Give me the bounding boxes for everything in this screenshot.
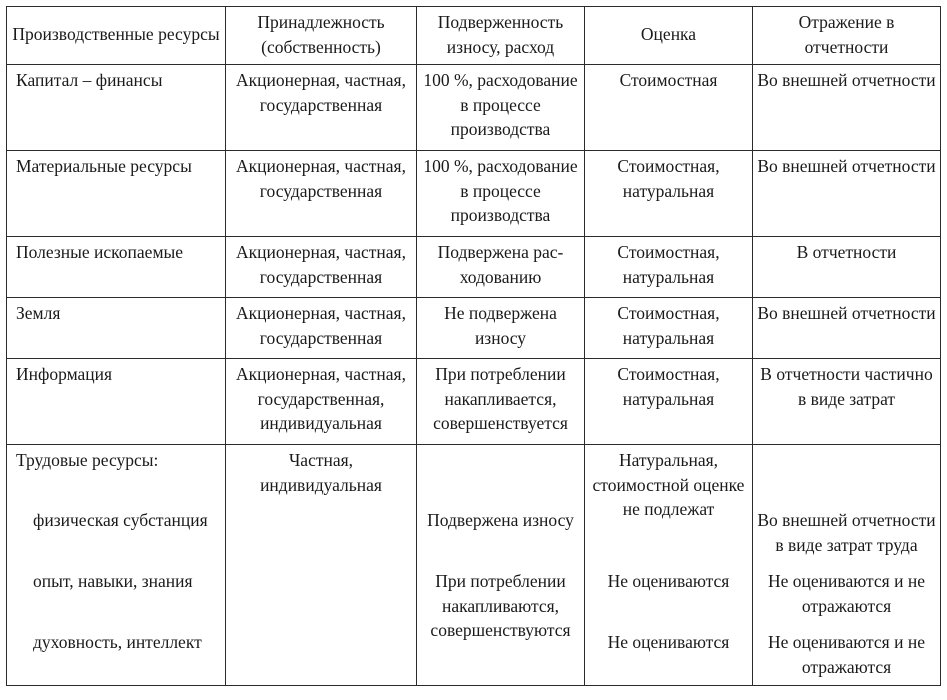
labor-assessment-intellect: Не оцениваются <box>607 632 730 652</box>
table-row <box>7 65 941 151</box>
wear-cell: Подвержена рас- ходованию <box>417 237 585 298</box>
wear-cell: 100 %, расходование в процессе производства <box>417 65 585 151</box>
labor-wear-experience: При потреблении накапливаются, совершенствуются <box>430 571 571 640</box>
labor-title: Трудовые ресурсы: <box>16 450 159 470</box>
labor-reporting-intellect: Не оцениваются и не отражаются <box>768 632 925 677</box>
table-row <box>7 298 941 359</box>
reporting-cell: Во внешней отчетности <box>753 65 941 151</box>
table-row <box>7 151 941 237</box>
header-resources: Производственные ресурсы <box>7 7 226 65</box>
labor-assessment: Натуральная, стоимостной оценке не подлежат <box>592 450 745 519</box>
reporting-cell: В отчетности частично в виде затрат <box>753 359 941 445</box>
header-reporting: Отражение в отчетности <box>753 7 941 65</box>
wear-cell-labor <box>417 445 585 686</box>
header-assessment: Оценка <box>585 7 753 65</box>
labor-sub-physical: физическая субстанция <box>33 510 208 530</box>
resource-cell-labor <box>7 445 226 686</box>
ownership-cell: Акционерная, частная, государственная, индивидуальная <box>226 359 417 445</box>
assessment-cell: Стоимостная, натуральная <box>585 151 753 237</box>
assessment-cell: Стоимостная, натуральная <box>585 359 753 445</box>
labor-wear-physical: Подвержена износу <box>427 510 574 530</box>
ownership-cell: Акционерная, частная, государственная <box>226 65 417 151</box>
assessment-cell: Стоимостная <box>585 65 753 151</box>
header-ownership: Принадлежность (собственность) <box>226 7 417 65</box>
resource-cell: Земля <box>7 298 226 359</box>
ownership-cell: Акционерная, частная, государственная <box>226 298 417 359</box>
assessment-cell: Стоимостная, натуральная <box>585 237 753 298</box>
ownership-cell-labor <box>226 445 417 686</box>
ownership-cell: Акционерная, частная, государственная <box>226 237 417 298</box>
labor-sub-intellect: духовность, интеллект <box>33 632 202 652</box>
table-row <box>7 359 941 445</box>
reporting-cell: Во внешней отчетности <box>753 298 941 359</box>
labor-reporting-experience: Не оцениваются и не отражаются <box>768 571 925 616</box>
resource-cell: Материальные ресурсы <box>7 151 226 237</box>
resource-cell: Капитал – финансы <box>7 65 226 151</box>
reporting-cell-labor <box>753 445 941 686</box>
resource-cell: Информация <box>7 359 226 445</box>
ownership-cell: Акционерная, частная, государственная <box>226 151 417 237</box>
resources-table <box>6 6 941 686</box>
reporting-cell: Во внешней отчетности <box>753 151 941 237</box>
labor-ownership: Частная, индивидуальная <box>260 450 382 495</box>
labor-assessment-experience: Не оцениваются <box>607 571 730 591</box>
assessment-cell-labor <box>585 445 753 686</box>
wear-cell: Не подвержена износу <box>417 298 585 359</box>
header-wear: Подверженность износу, расход <box>417 7 585 65</box>
labor-reporting-physical: Во внешней отчетности в виде затрат труда <box>757 510 936 555</box>
wear-cell: 100 %, расходование в процессе производства <box>417 151 585 237</box>
labor-sub-experience: опыт, навыки, знания <box>33 571 193 591</box>
table-header-row <box>7 7 941 65</box>
table-row <box>7 237 941 298</box>
reporting-cell: В отчетности <box>753 237 941 298</box>
wear-cell: При потреблении накапливается, совершенствуется <box>417 359 585 445</box>
resource-cell: Полезные ископаемые <box>7 237 226 298</box>
assessment-cell: Стоимостная, натуральная <box>585 298 753 359</box>
table-row-labor <box>7 445 941 686</box>
